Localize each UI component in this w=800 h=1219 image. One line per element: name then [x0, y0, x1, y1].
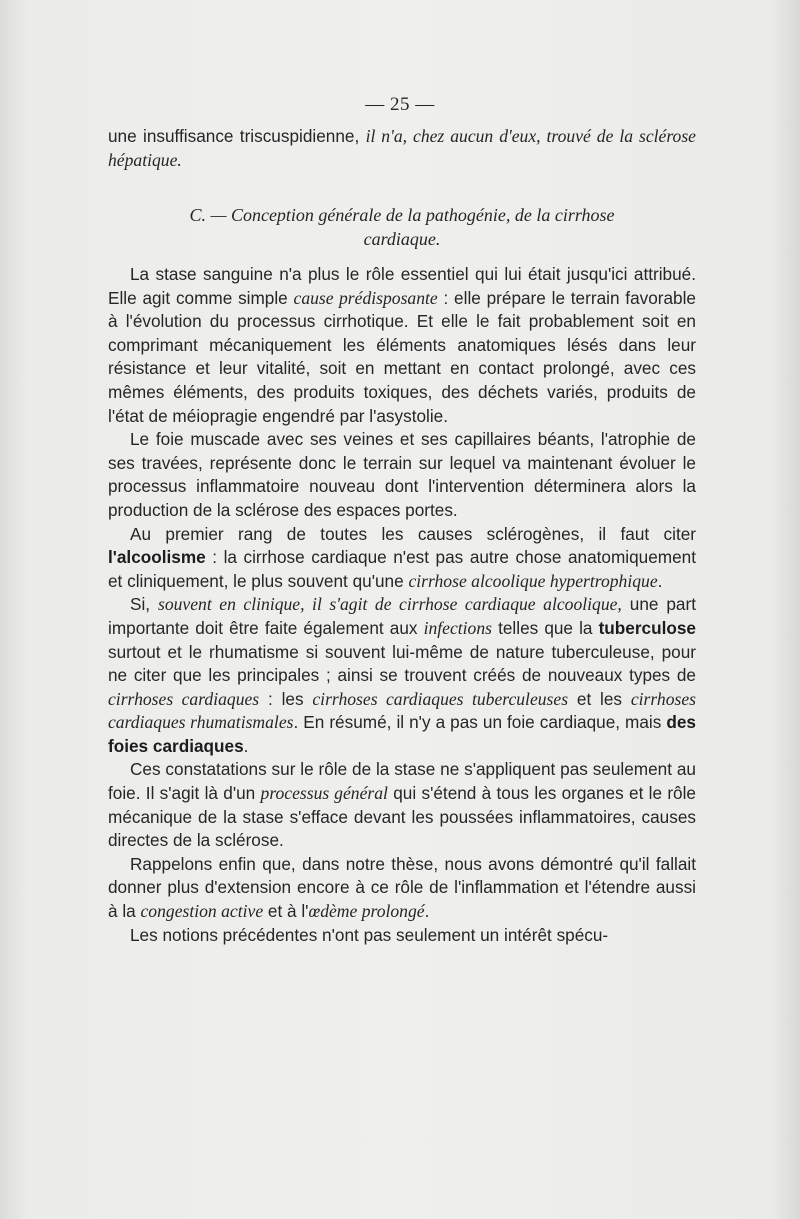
text-run: et les [568, 688, 631, 709]
text-run: : la cirrhose cardiaque n'est pas autre chose anatomiquement et cliniquement, le plus souvent qu'une [108, 547, 696, 591]
text-run: : les [259, 688, 313, 709]
text-run: La stase sanguine n'a plus le rôle essentiel qui lui était jusqu'ici attribué. Elle agit comme simple [108, 264, 696, 308]
paragraph-constatations [108, 758, 696, 852]
italic-run: congestion active [140, 901, 264, 922]
italic-run: souvent en clinique, il s'agit de cirrhose cardiaque alcoolique, [157, 594, 622, 615]
continuation-paragraph [108, 125, 696, 172]
text-run: . [657, 570, 663, 591]
text-run: Ces constatations sur le rôle de la stase ne s'appliquent pas seulement au foie. Il s'agit là d'un [108, 759, 696, 804]
text-run: Si, [130, 594, 158, 615]
text-run: . En résumé, il n'y a pas un foie cardiaque, mais [293, 712, 667, 733]
bold-run: tuberculose [598, 617, 696, 638]
italic-run: cirrhoses cardiaques rhumatismales [108, 688, 697, 733]
bold-run: des foies cardiaques [108, 712, 696, 756]
page-number: — 25 — [365, 94, 435, 115]
italic-run: cirrhoses cardiaques [108, 688, 260, 709]
continuation-italic: il n'a, chez aucun d'eux, trouvé de la sclérose hépatique. [108, 126, 696, 170]
text-run: Au premier rang de toutes les causes sclérogènes, il faut citer [130, 523, 696, 544]
text-run: : elle prépare le terrain favorable à l'évolution du processus cirrhotique. Et elle le fait probablement soit en comprimant mécaniquement les éléments anatomiques lésés dans leur résistance et leur vitalité, soit en mettant en contact prolongé, avec ces mêmes éléments, des produits toxiques, des déchets variés, produits de l'état de méiopragie engendré par l'asystolie. [108, 287, 696, 426]
section-heading-line-1: C. — Conception générale de la pathogénie, de la cirrhose [189, 205, 615, 225]
paragraph-notions [108, 924, 696, 948]
bold-run: l'alcoolisme [108, 547, 206, 568]
italic-run: cirrhoses cardiaques tuberculeuses [312, 688, 569, 709]
continuation-text [108, 125, 696, 172]
paragraph-alcoolisme [108, 523, 696, 594]
text-run: une part importante doit être faite également aux [108, 594, 696, 638]
text-run: telles que la [492, 617, 599, 638]
italic-run: processus général [260, 783, 388, 804]
text-run: Rappelons enfin que, dans notre thèse, nous avons démontré qu'il fallait donner plus d'extension encore à ce rôle de l'inflammation et l'étendre aussi à la [108, 853, 696, 922]
text-run: et à l' [263, 901, 309, 922]
paragraph-stase [108, 263, 696, 428]
continuation-text-run: une insuffisance triscuspidienne, [108, 126, 366, 146]
text-run: . [424, 901, 430, 922]
text-run: Les notions précédentes n'ont pas seulement un intérêt spécu- [130, 924, 609, 945]
paragraph-rappelons [108, 853, 696, 924]
italic-run: cause prédisposante [293, 287, 438, 308]
text-run: Le foie muscade avec ses veines et ses capillaires béants, l'atrophie de ses travées, représente donc le terrain sur lequel va maintenant évoluer le processus inflammatoire nouveau dont l'intervention déterminera alors la production de la sclérose des espaces portes. [108, 429, 696, 520]
text-run: qui s'étend à tous les organes et le rôle mécanique de la stase s'efface devant les poussées inflammatoires, causes directes de la sclérose. [108, 783, 696, 851]
text-run: surtout et le rhumatisme si souvent lui-même de nature tuberculeuse, pour ne citer que les principales ; ainsi se trouvent créés de nouveaux types de [108, 641, 696, 686]
italic-run: œdème prolongé [308, 901, 425, 922]
section-heading [108, 203, 696, 251]
paragraph-foie-muscade [108, 428, 696, 522]
body-text [108, 263, 696, 947]
section-heading-line-2: cardiaque. [363, 229, 441, 249]
italic-run: infections [423, 617, 492, 638]
paragraph-infections [108, 593, 696, 758]
text-run: . [243, 735, 249, 756]
italic-run: cirrhose alcoolique hypertrophique [408, 570, 658, 591]
